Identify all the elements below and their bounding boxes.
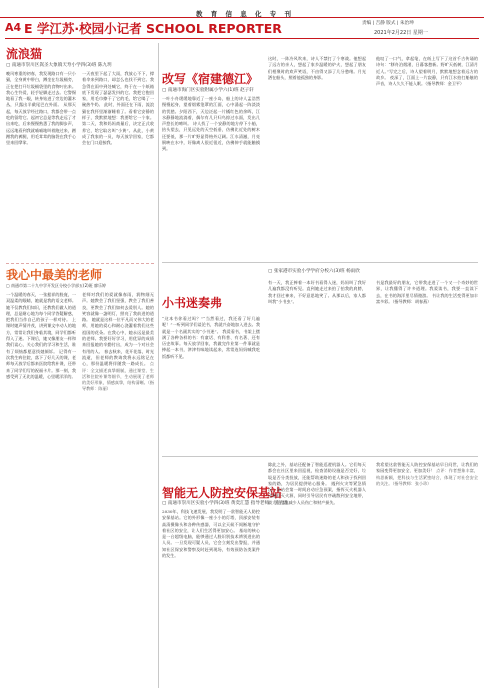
paragraph: 上课时她声情并茂，讲到课文中动人的地方，常常让我们身临其境，同学们都听得入了迷。下课后，她又像朋友一样和我们谈心，关心我们的学习和生活，谁有了烦恼都愿意找她倾诉。 xyxy=(6,317,76,354)
article-column-2 xyxy=(82,71,154,261)
top-banner-text: 教 育 信 息 化 专 刊 xyxy=(195,10,295,18)
paragraph: 晚风寒重的初春，我发现路口有一只小猫，全身黄中带白，蹲坐在垃圾桶旁，正在把打开垃圾桶袋里的食物叼出来。我心生怜爱，轻手轻脚走过去。它警惕地看了我一眼，转身钻进了旁边的灌木丛，只露出半截尾巴在外面。 xyxy=(6,71,76,108)
article-byline: ▢ 南通市崇川区实验小学四(3)班 黄奕汇慧 指导老师：王子恩 xyxy=(162,501,288,506)
article-column-1 xyxy=(162,96,260,260)
article-title: 我心中最美的老师 xyxy=(6,268,103,282)
paragraph: 夜深了，江面上一片寂静，只有江水拍打船舷的声音，诗人久久不能入眠。（指导教师：金卫平） xyxy=(376,74,478,87)
paragraph: 书是我最好的朋友，它带我走进了一个又一个奇妙的世界，让我懂得了许多道理。我爱读书，我要一直读下去，在书的海洋里尽情遨游。 xyxy=(376,280,478,298)
paragraph: 此时，外面还在下雨，流浪猫在我怀里渐渐睡着了。看着它安静的样子，我默默地想：我要给它一个家。 xyxy=(82,102,154,121)
article-book-lover xyxy=(162,266,478,456)
paragraph: 一个温暖的春天，一张慈祥的脸庞，一双温柔的眼睛，她就是我的语文老师。她不仅教我们知识，还教我们做人的道理，总是耐心地为每个同学答疑解惑，把我们当作自己的孩子一样对待。 xyxy=(6,292,76,323)
section-divider xyxy=(162,456,478,457)
paragraph: 除此之外，基站还配备了智能巡逻机器人。它们每天都会在社区里来回巡视，检查消防设施是否完好，垃圾是否分类投放，还能帮助迷路的老人和孩子找到回家的路，为居民提供贴心服务。 xyxy=(268,462,366,486)
page-number: A4 xyxy=(5,21,22,34)
article-column-3 xyxy=(376,56,478,260)
paragraph: 遇到火灾等紧急情况，基站会第一时间启动应急预案，指挥灭火机器人迅速扑灭火源，同时引导居民有序疏散到安全地带，最大程度地减少人员伤亡和财产损失。 xyxy=(268,480,366,505)
editor-note: 点评：作者想象丰富，构思新颖，把科技与生活紧密结合，体现了对社会安全的关注。（指导教师：张小珍） xyxy=(376,468,478,486)
article-byline: ▢ 南通市第二十九中学开发区分校小学部五(2)班 廖乐婷 xyxy=(6,283,106,288)
paragraph: 春去秋来，花开花落，时光流逝，但老师的教诲我将永远铭记在心，那份温暖将伴随我一路成长。 xyxy=(82,348,154,367)
article-title: 流浪猫 xyxy=(6,47,43,61)
section-divider xyxy=(6,263,154,264)
paragraph: 书让我的生活变得更加丰富多彩。（指导教师：胡春燕） xyxy=(376,292,478,304)
paragraph: 有一天，我正捧着一本好书看得入迷，妈妈叫了我好几遍我都没有听见。直到她走过来拍了拍我的肩膀，我才回过神来，不好意思地笑了。从那以后，家人都叫我“小书虫”。 xyxy=(268,280,366,304)
issue-date: 2021年2月22日 星期一 xyxy=(374,30,428,36)
article-title: 智能无人防控安保基站 xyxy=(162,486,283,500)
paragraph: 第二天，我和妈妈商量后，决定正式收养它，给它取名叫“小黄”。从此，小黄成了我家的一员，每天放学回家，它都会在门口迎接我。 xyxy=(82,121,154,146)
header-rule xyxy=(5,38,479,39)
article-byline: ▢ 南通市海门区实验附属小学六(1)班 赵子轩 xyxy=(162,88,254,93)
article-byline: ▢ 南通市崇川区嵩圣大象镇天寿小学四(3)班 陈九玥 xyxy=(6,63,112,68)
article-column-1 xyxy=(6,71,76,261)
article-title: 改写《宿建德江》 xyxy=(162,72,259,86)
article-byline: ▢ 张家港市实验小学学府分校六(3)班 杨雨欣 xyxy=(268,269,360,274)
article-column-2 xyxy=(268,56,366,260)
paragraph: 她就是这样一位平凡而又伟大的老师，用她的爱心和耐心浇灌着我们这些祖国的花朵。在我心中，她永远是最美的老师。我要好好学习，用优异的成绩来回报她的辛勤付出，成为一个对社会有用的人。 xyxy=(82,317,154,354)
column-divider xyxy=(158,43,159,688)
article-column-3 xyxy=(376,462,478,685)
article-columns xyxy=(6,71,154,261)
article-title: 小书迷奏弗 xyxy=(162,296,223,310)
article-column-2 xyxy=(268,462,366,685)
article-column-1 xyxy=(162,509,260,685)
paragraph: 记得有一次我生病住院，落下了好几天的课，老师每天放学后都来医院给我补课，还带来了同学们写的祝福卡片。那一刻，我感受到了无比的温暖，心里暖洋洋的。 xyxy=(6,348,76,379)
paragraph: 诗人找了一个安静的地方停下小船，抬头望去，只见远处的天空低垂，仿佛比近处的树木还要低，那一片旷野显得格外辽阔。江水清澈，月亮倒映在水中，好像离人很近很近，仿佛伸手就能触摸到。 xyxy=(162,121,260,152)
paragraph: “这本书你看过吗？”“当然看过，我还看了好几遍呢！”一听到同学们谈论书，我就兴奋地加入进去。我就是一个名副其实的“小书迷”。 xyxy=(162,316,260,334)
article-column-1 xyxy=(6,292,76,686)
article-column-1 xyxy=(162,316,260,456)
paragraph: 他叹了一口气，拿起笔，在纸上写下了这首千古传诵的诗句：“移舟泊烟渚，日暮客愁新。野旷天低树，江清月近人。”写完之后，诗人望着明月，默默地想念着远方的故乡。 xyxy=(376,56,478,80)
paragraph: 老师对我们的爱就像春雨，润物细无声。她教会了我们坚强，教会了我们善良，更教会了我们如何去爱别人。她的笑容就像一盏明灯，照亮了我前进的道路。 xyxy=(82,292,154,323)
article-column-2 xyxy=(268,280,366,456)
paragraph: 我希望这款智能无人防控安保基站早日问世，让我们的家园变得更加安全、更加美好！ xyxy=(376,462,478,474)
article-column-3 xyxy=(376,280,478,456)
article-poem-rewrite xyxy=(162,56,478,260)
article-teacher xyxy=(6,266,154,686)
paragraph: 基站的核心是一台超级电脑，能够通过人脸识别技术辨别进出的人员。一旦发现可疑人员，它会立刻发出警报，并通知社区保安和警察及时赶到现场，有效预防各类案件的发生。 xyxy=(162,527,260,559)
header-band xyxy=(0,0,484,42)
article-smart-security xyxy=(162,458,478,688)
section-divider xyxy=(162,262,478,263)
editor-credit: 责编 | 吉静 版式 | 朱治坤 xyxy=(362,21,414,26)
edition-title: E 学江苏·校园小记者 SCHOOL REPORTER xyxy=(24,21,282,36)
article-stray-cat xyxy=(6,43,154,263)
paragraph: 从那天起，每天放学经过路口，我都会带一点吃的留给它。起初它总是等我走远了才出来吃，后来慢慢熟悉了我的脚步声，远远地看到我就喵喵地叫着跑过来，蹭蹭我的裤腿，用毛茸茸的脑袋在我手心里来回摩挲。 xyxy=(6,102,76,146)
editor-note: 点评：全文描述真挚细腻，通过课堂、生活和住院补课等细节，生动展现了老师的美好形象，情感真挚，结构清晰。（指导教师：陈丽） xyxy=(82,361,154,392)
article-column-2 xyxy=(82,292,154,686)
paragraph: 一天夜里下起了大雨，我放心不下，撑着伞来到路口，却怎么也找不到它。我急得在雨中到处喊它，终于在一个纸箱底下发现了瑟瑟发抖的它。我把它抱回家，用毛巾擦干了它的毛，给它喝了一碗热牛奶。 xyxy=(82,71,154,108)
paragraph: 我爱看书，书架上摆满了各种各样的书：有童话、有科普、有名著、还有历史故事。每天放学回家，我做完作业第一件事就是捧起一本书，津津有味地读起来，常常连妈妈喊我吃饭都听不见。 xyxy=(162,328,260,359)
paragraph: 2030年，科技飞速发展，我发明了一款智能无人防控安保基站。它的外形像一座小小的灯塔，顶部安装有高清摄像头和各种传感器，可以全天候不间断地守护着社区的安全，让人们生活得更加安心。 xyxy=(162,509,260,533)
paragraph: 一叶小舟缓缓地靠近了一座小岛，船上的诗人孟浩然慢慢起身，望着烟雾笼罩的江面，心中涌起一阵淡淡的忧愁。夕阳西下，天边泛起一片橘红色的余晖，江水静静地流淌着，偶尔有几只归鸟掠过水面，发出几声悠长的啼叫。 xyxy=(162,96,260,127)
paragraph: 这时，一阵冷风吹来，诗人不禁打了个寒战。他想起了远方的亲人，想起了家乡温暖的炉火，想起了朋友们相聚时的欢声笑语，不由得又添了几分愁绪。月光洒在船头，照着他孤独的身影。 xyxy=(268,56,366,80)
